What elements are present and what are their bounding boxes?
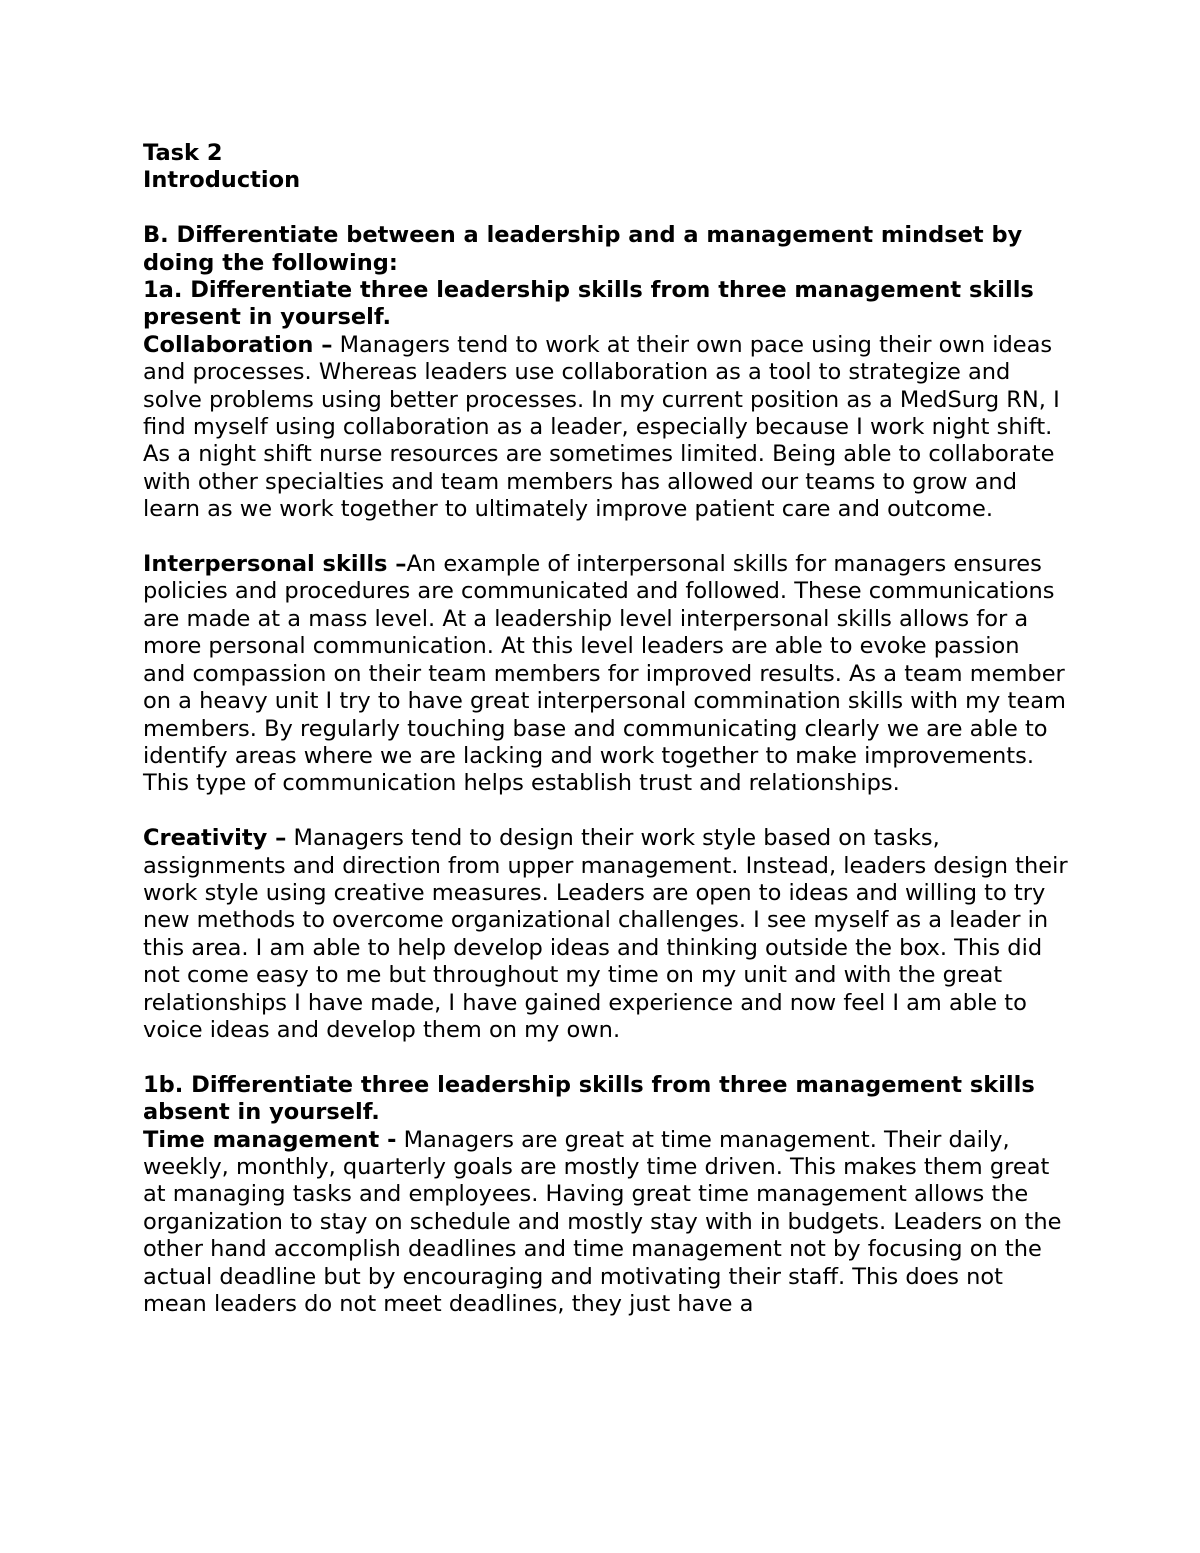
question-1a-heading: 1a. Differentiate three leadership skills from three management skills present in yourself.	[143, 277, 1034, 331]
creativity-text: Managers tend to design their work style based on tasks, assignments and direction from upper management. Instead, leaders design their work style using creative measures. Leaders are open to ideas and willing to try new methods to overcome organizational challenges. I see myself as a leader in this area. I am able to help develop ideas and thinking outside the box. This did not come easy to me but throughout my time on my unit and with the great relationships I have made, I have gained experience and now feel I am able to voice ideas and develop them on my own.	[143, 825, 1068, 1043]
spacer	[143, 524, 1068, 551]
spacer	[143, 798, 1068, 825]
document-page	[143, 140, 1068, 1318]
question-1b-heading: 1b. Differentiate three leadership skills from three management skills absent in yourself.	[143, 1071, 1035, 1126]
spacer	[143, 1044, 1068, 1071]
interpersonal-text: An example of interpersonal skills for managers ensures policies and procedures are communicated and followed. These communications are made at a mass level. At a leadership level interpersonal skills allows for a more personal communication. At this level leaders are able to evoke passion and compassion on their team members for improved results. As a team member on a heavy unit I try to have great interpersonal commination skills with my team members. By regularly touching base and communicating clearly we are able to identify areas where we are lacking and work together to make improvements. This type of communication helps establish trust and relationships.	[143, 551, 1066, 797]
time-management-term: Time management -	[143, 1126, 397, 1153]
spacer	[143, 195, 1068, 222]
creativity-term: Creativity –	[143, 825, 287, 852]
collaboration-term: Collaboration –	[143, 331, 333, 358]
creativity-paragraph	[143, 825, 1068, 1044]
interpersonal-term: Interpersonal skills –	[143, 551, 407, 578]
section-b-heading: B. Differentiate between a leadership and a management mindset by doing the following:	[143, 222, 1023, 276]
interpersonal-paragraph	[143, 551, 1068, 798]
time-management-text: Managers are great at time management. Their daily, weekly, monthly, quarterly goals are mostly time driven. This makes them great at managing tasks and employees. Having great time management allows the organization to stay on schedule and mostly stay with in budgets. Leaders on the other hand accomplish deadlines and time management not by focusing on the actual deadline but by encouraging and motivating their staff. This does not mean leaders do not meet deadlines, they just have a	[143, 1126, 1062, 1317]
collaboration-text: Managers tend to work at their own pace using their own ideas and processes. Whereas leaders use collaboration as a tool to strategize and solve problems using better processes. In my current position as a MedSurg RN, I find myself using collaboration as a leader, especially because I work night shift. As a night shift nurse resources are sometimes limited. Being able to collaborate with other specialties and team members has allowed our teams to grow and learn as we work together to ultimately improve patient care and outcome.	[143, 331, 1060, 523]
intro-label: Introduction	[143, 167, 301, 194]
collaboration-paragraph	[143, 332, 1068, 524]
time-management-paragraph	[143, 1127, 1068, 1319]
task-label: Task 2	[143, 140, 223, 166]
